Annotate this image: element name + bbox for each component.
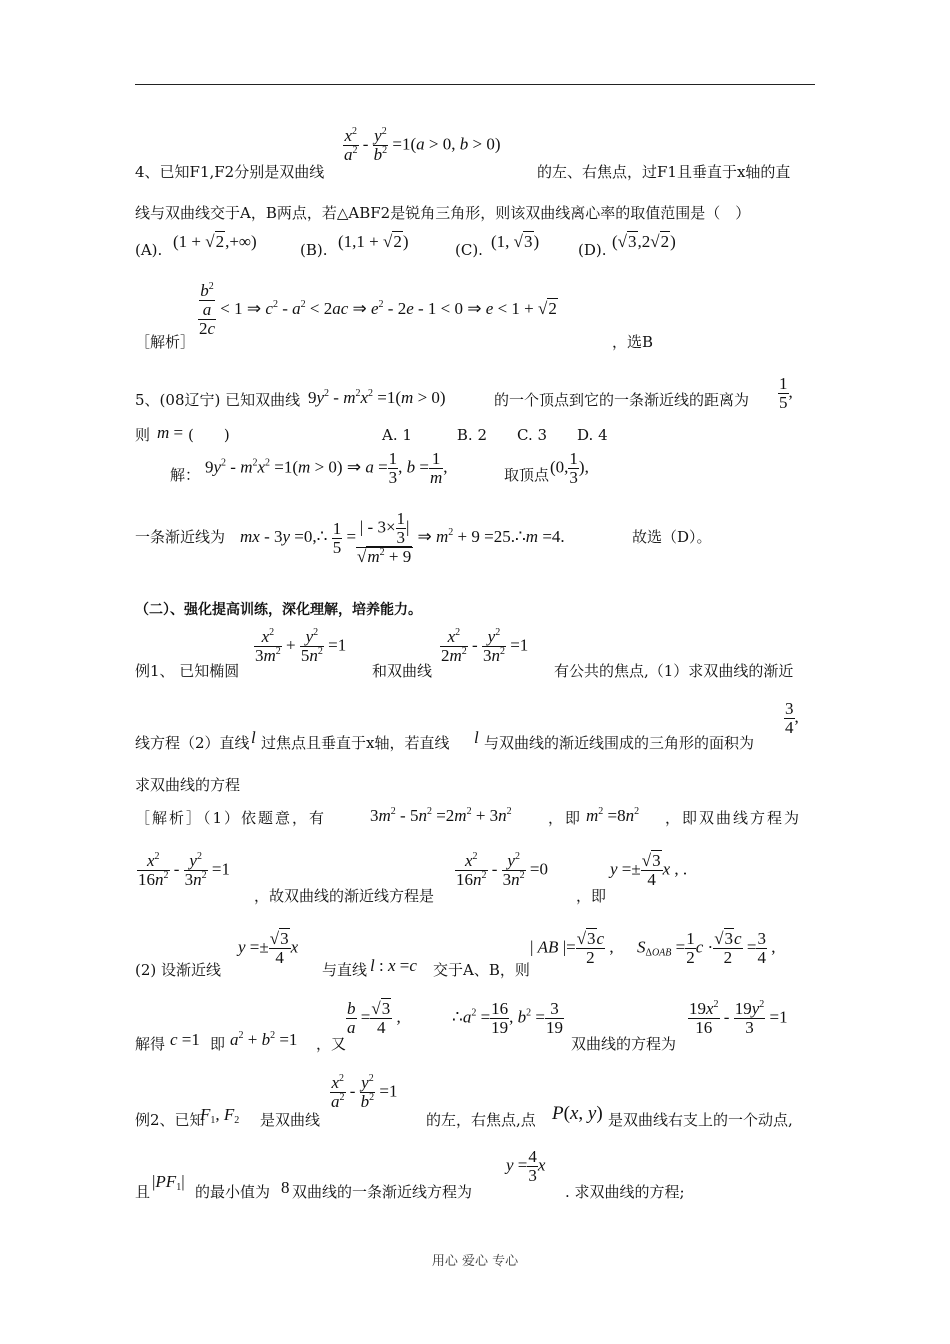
ex1-p2-asym: y =± $\frac{√3}{4}$ x xyxy=(238,929,299,967)
ex1-p2-ab: | AB |= $\frac{√3c}{2}$ , xyxy=(530,929,614,967)
ex2-pf1: $|PF_1|$ xyxy=(152,1172,185,1193)
ex1-line2-c: 与双曲线的渐近线围成的三角形的面积为 xyxy=(484,734,755,752)
ex2-line2-b: 的最小值为 xyxy=(195,1183,271,1201)
ex1-line3: 求双曲线的方程 xyxy=(135,776,241,794)
ex1-p2-with: 与直线 xyxy=(322,961,368,979)
ex1-analysis-eq2: $m^2 =8n^2$ xyxy=(586,806,640,825)
ex2-lead: 例2、已知 xyxy=(135,1111,205,1129)
q4-option-b-label: (B). xyxy=(300,241,328,259)
ex1-line-l-1: l xyxy=(251,728,256,747)
q4-option-d: (√3,2√2) xyxy=(612,232,676,251)
q5-vertex-label: 取顶点 xyxy=(504,466,550,484)
q5-asymptote-lead: 一条渐近线为 xyxy=(135,528,226,546)
ex2-is-hyperbola: 是双曲线 xyxy=(260,1111,321,1129)
ex1-asym-that: ，即 xyxy=(576,887,607,905)
ex1-area: $\frac{3}{4}$ , xyxy=(785,699,799,737)
q4-option-a: (1 + √2,+∞) xyxy=(173,232,257,251)
q4-option-a-label: (A). xyxy=(135,241,163,259)
ex1-ellipse: $\frac{x^2}{3m^2}$ + $\frac{y^2}{5n^2}$ =1 xyxy=(255,627,347,665)
ex2-foci-text: 的左，右焦点,点 xyxy=(426,1111,536,1129)
ex1-final-equation: $\frac{19x^2}{16}$ - $\frac{19y^2}{3}$ =1 xyxy=(689,999,788,1037)
q5-solution-formula: $9y^2 - m^2x^2 =1(m > 0)$ ⇒ a = $\frac{1}{3}$ , b = $\frac{1}{m}$ , xyxy=(205,449,448,487)
formula-hyperbola-q4: $\frac{x^2}{a^2}$ - $\frac{y^2}{b^2}$ =1(a > 0, b > 0) xyxy=(344,126,501,164)
ex2-point: P(x, y) xyxy=(552,1103,603,1124)
q4-option-b: (1,1 + √2) xyxy=(338,232,409,251)
ex1-analysis-eq1: $3m^2 - 5n^2 =2m^2 + 3n^2$ xyxy=(370,806,512,825)
ex2-line2-d: . 求双曲线的方程; xyxy=(565,1183,685,1201)
ex1-solve-ratio: $\frac{b}{a}$ = $\frac{√3}{4}$ , xyxy=(347,999,401,1037)
ex1-solve-c: c =1 xyxy=(170,1030,200,1049)
ex1-analysis-b: ，即 xyxy=(548,809,583,827)
ex2-hyperbola: $\frac{x^2}{a^2}$ - $\frac{y^2}{b^2}$ =1 xyxy=(331,1073,398,1111)
page-footer: 用心 爱心 专心 xyxy=(431,1254,519,1269)
ex1-analysis-a: ［解析］（1）依题意，有 xyxy=(135,809,327,827)
q4-analysis-label: ［解析］ xyxy=(135,333,196,351)
ex2-foci: $F_1$, $F_2$ xyxy=(200,1105,240,1126)
q4-option-c: (1, √3) xyxy=(491,232,540,251)
ex1-line2-b: 过焦点且垂直于x轴，若直线 xyxy=(261,734,450,752)
ex1-lead: 例1、 已知椭圆 xyxy=(135,662,240,680)
q5-options: A. 1 B. 2 C. 3 D. 4 xyxy=(382,426,608,444)
ex1-asym-eq: $\frac{x^2}{16n^2}$ - $\frac{y^2}{3n^2}$ =0 xyxy=(456,851,549,889)
q5-solution-label: 解： xyxy=(170,466,201,484)
q5-hyperbola: $9y^2 - m^2x^2 =1(m > 0)$ xyxy=(308,388,446,407)
q5-distance: $\frac{1}{5}$ , xyxy=(779,374,793,412)
ex2-line2-a: 且 xyxy=(135,1183,151,1201)
ex2-line2-c: 双曲线的一条渐近线方程为 xyxy=(292,1183,473,1201)
q5-line2-then: 则 xyxy=(135,426,151,444)
ex1-solve-sum: $a^2 + b^2 =1$ xyxy=(230,1030,298,1049)
ex1-solve-ie: 即 xyxy=(210,1035,226,1053)
ex2-asymptote: y = $\frac{4}{3}$ x xyxy=(506,1147,546,1185)
q4-analysis-formula: $\frac{\frac{b^2}{a}}{2c}$ < 1 ⇒ $c^2 - a^2 < 2ac$ ⇒ $e^2 - 2e - 1 < 0$ ⇒ e < 1 + √2 xyxy=(199,281,557,338)
q5-lead: 5、(08辽宁) 已知双曲线 xyxy=(135,391,301,409)
ex1-solve-also: ，又 xyxy=(316,1035,347,1053)
ex1-asym-text: ，故双曲线的渐近线方程是 xyxy=(254,887,435,905)
q4-lead-after: 的左、右焦点，过F1且垂直于x轴的直 xyxy=(537,163,791,181)
ex1-analysis-c: ，即双曲线方程为 xyxy=(665,809,802,827)
ex1-line2-a: 线方程（2）直线 xyxy=(135,734,250,752)
ex1-p2-meet: 交于A、B，则 xyxy=(433,961,530,979)
ex1-p2-lead: (2) 设渐近线 xyxy=(135,961,222,979)
ex1-and: 和双曲线 xyxy=(372,662,433,680)
q4-lead: 4、已知F1,F2分别是双曲线 xyxy=(135,163,325,181)
ex1-solve-eq: 双曲线的方程为 xyxy=(571,1035,677,1053)
q5-asymptote-formula: mx - 3y =0,∴ $\frac{1}{5}$ = | - 3× $\frac{1}{3}$ | $√m^2 + 9$ ⇒ $m^2 + 9$ =25.∴m =4. xyxy=(240,509,565,566)
section-heading: （二）、强化提高训练，深化理解，培养能力。 xyxy=(135,602,422,618)
header-rule xyxy=(135,84,815,85)
ex1-line-l-2: l xyxy=(474,728,479,747)
ex1-common: 有公共的焦点,（1）求双曲线的渐近 xyxy=(554,662,794,680)
q4-option-d-label: (D). xyxy=(578,241,607,259)
q5-vertex: (0, $\frac{1}{3}$ ), xyxy=(550,449,589,487)
q5-paren: ( ) xyxy=(188,426,230,444)
ex1-asym-line: y =± $\frac{√3}{4}$ x , . xyxy=(610,851,688,889)
ex1-p2-area: $S_{\Delta OAB}$ = $\frac{1}{2}$ c · $\frac{√3c}{2}$ = $\frac{3}{4}$ , xyxy=(637,929,776,967)
q4-line2: 线与双曲线交于A，B两点，若△ABF2是锐角三角形，则该双曲线离心率的取值范围是（ ） xyxy=(135,204,751,222)
ex1-solve-values: $\therefore a^2$ = $\frac{16}{19}$ , $b^2$ = $\frac{3}{19}$ xyxy=(452,999,564,1037)
ex2-moving: 是双曲线右支上的一个动点, xyxy=(608,1111,793,1129)
ex1-hyperbola-eq: $\frac{x^2}{16n^2}$ - $\frac{y^2}{3n^2}$ =1 xyxy=(138,851,231,889)
ex2-min-value: 8 xyxy=(281,1178,290,1197)
q4-analysis-tail: ，选B xyxy=(612,333,654,351)
q4-option-c-label: (C). xyxy=(455,241,483,259)
q5-mid: 的一个顶点到它的一条渐近线的距离为 xyxy=(494,391,750,409)
ex1-hyperbola: $\frac{x^2}{2m^2}$ - $\frac{y^2}{3n^2}$ =1 xyxy=(441,627,529,665)
q5-m-eq: m = xyxy=(157,423,184,442)
q5-asymptote-tail: 故选（D）。 xyxy=(632,528,712,546)
ex1-p2-line: l : x =c xyxy=(370,956,417,975)
ex1-solve-lead: 解得 xyxy=(135,1035,166,1053)
